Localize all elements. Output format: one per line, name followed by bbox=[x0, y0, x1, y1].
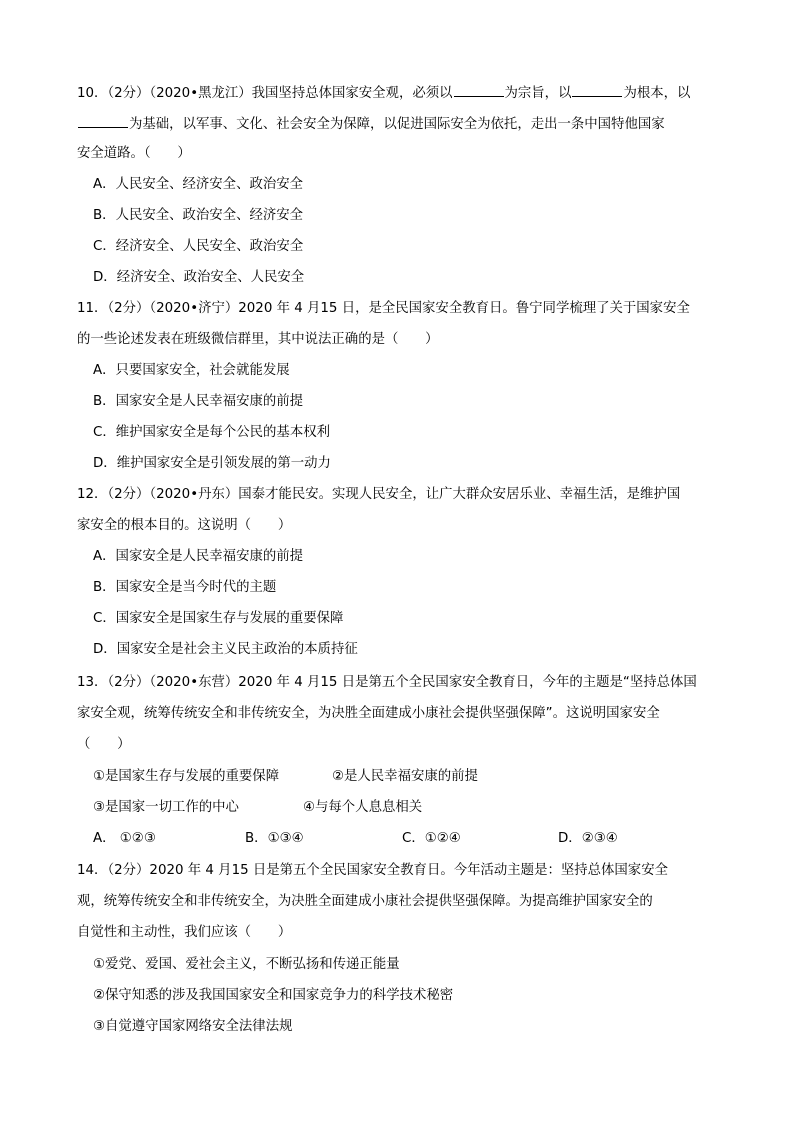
q10-option-d: D．经济安全、政治安全、人民安全 bbox=[93, 270, 305, 285]
q13-option-a: A． ①②③ bbox=[93, 831, 156, 846]
q10-line-1: 10．（2分）（2020•黑龙江）我国坚持总体国家安全观，必须以 为宗旨，以 为根本，以 bbox=[77, 82, 690, 104]
answer-blank bbox=[454, 82, 504, 97]
answer-blank bbox=[78, 113, 128, 128]
q12-line-2: 家安全的根本目的。这说明（ ） bbox=[77, 518, 292, 533]
q13-statement-4: ④与每个人息息相关 bbox=[303, 800, 423, 815]
q14-statement-3: ③自觉遵守国家网络安全法律法规 bbox=[93, 1019, 293, 1034]
q13-statement-2: ②是人民幸福安康的前提 bbox=[332, 769, 478, 784]
q11-option-d: D．维护国家安全是引领发展的第一动力 bbox=[93, 456, 331, 471]
q12-option-d: D．国家安全是社会主义民主政治的本质持征 bbox=[93, 642, 358, 657]
q13-option-d: D．②③④ bbox=[558, 831, 618, 846]
q13-option-c: C．①②④ bbox=[402, 831, 461, 846]
q10-option-a: A．人民安全、经济安全、政治安全 bbox=[93, 177, 304, 192]
q13-line-1: 13．（2分）（2020•东营）2020 年 4 月15 日是第五个全民国家安全教育日，今年的主题是“坚持总体国 bbox=[77, 675, 697, 690]
q11-option-c: C．维护国家安全是每个公民的基本权利 bbox=[93, 425, 330, 440]
q12-option-a: A．国家安全是人民幸福安康的前提 bbox=[93, 549, 304, 564]
q11-option-b: B．国家安全是人民幸福安康的前提 bbox=[93, 394, 304, 409]
q10-line-2: 为基础，以军事、文化、社会安全为保障，以促进国际安全为依托，走出一条中国特他国家 bbox=[77, 113, 665, 135]
q13-option-b: B．①③④ bbox=[245, 831, 304, 846]
q13-line-3: （ ） bbox=[77, 737, 131, 752]
q13-statement-3: ③是国家一切工作的中心 bbox=[93, 800, 239, 815]
q14-statement-1: ①爱党、爱国、爱社会主义，不断弘扬和传递正能量 bbox=[93, 957, 400, 972]
q12-option-b: B．国家安全是当今时代的主题 bbox=[93, 580, 277, 595]
q13-line-2: 家安全观，统筹传统安全和非传统安全，为决胜全面建成小康社会提供坚强保障”。这说明国家安全 bbox=[77, 706, 660, 721]
q10-option-c: C．经济安全、人民安全、政治安全 bbox=[93, 239, 304, 254]
q14-line-1: 14．（2分）2020 年 4 月15 日是第五个全民国家安全教育日。今年活动主题是：坚持总体国家安全 bbox=[77, 863, 668, 878]
q14-line-3: 自觉性和主动性，我们应该（ ） bbox=[77, 925, 292, 940]
q14-statement-2: ②保守知悉的涉及我国国家安全和国家竞争力的科学技术秘密 bbox=[93, 988, 454, 1003]
answer-blank bbox=[572, 82, 622, 97]
q12-option-c: C．国家安全是国家生存与发展的重要保障 bbox=[93, 611, 344, 626]
q12-line-1: 12．（2分）（2020•丹东）国泰才能民安。实现人民安全，让广大群众安居乐业、幸福生活，是维护国 bbox=[77, 487, 681, 502]
q11-option-a: A．只要国家安全，社会就能发展 bbox=[93, 363, 290, 378]
q13-statement-1: ①是国家生存与发展的重要保障 bbox=[93, 769, 280, 784]
q11-line-1: 11．（2分）（2020•济宁）2020 年 4 月15 日，是全民国家安全教育日。鲁宁同学梳理了关于国家安全 bbox=[77, 301, 690, 316]
q11-line-2: 的一些论述发表在班级微信群里，其中说法正确的是（ ） bbox=[77, 332, 439, 347]
q10-line-3: 安全道路。（ ） bbox=[77, 146, 191, 161]
q14-line-2: 观，统筹传统安全和非传统安全，为决胜全面建成小康社会提供坚强保障。为提高维护国家安全的 bbox=[77, 894, 653, 909]
q10-option-b: B．人民安全、政治安全、经济安全 bbox=[93, 208, 304, 223]
